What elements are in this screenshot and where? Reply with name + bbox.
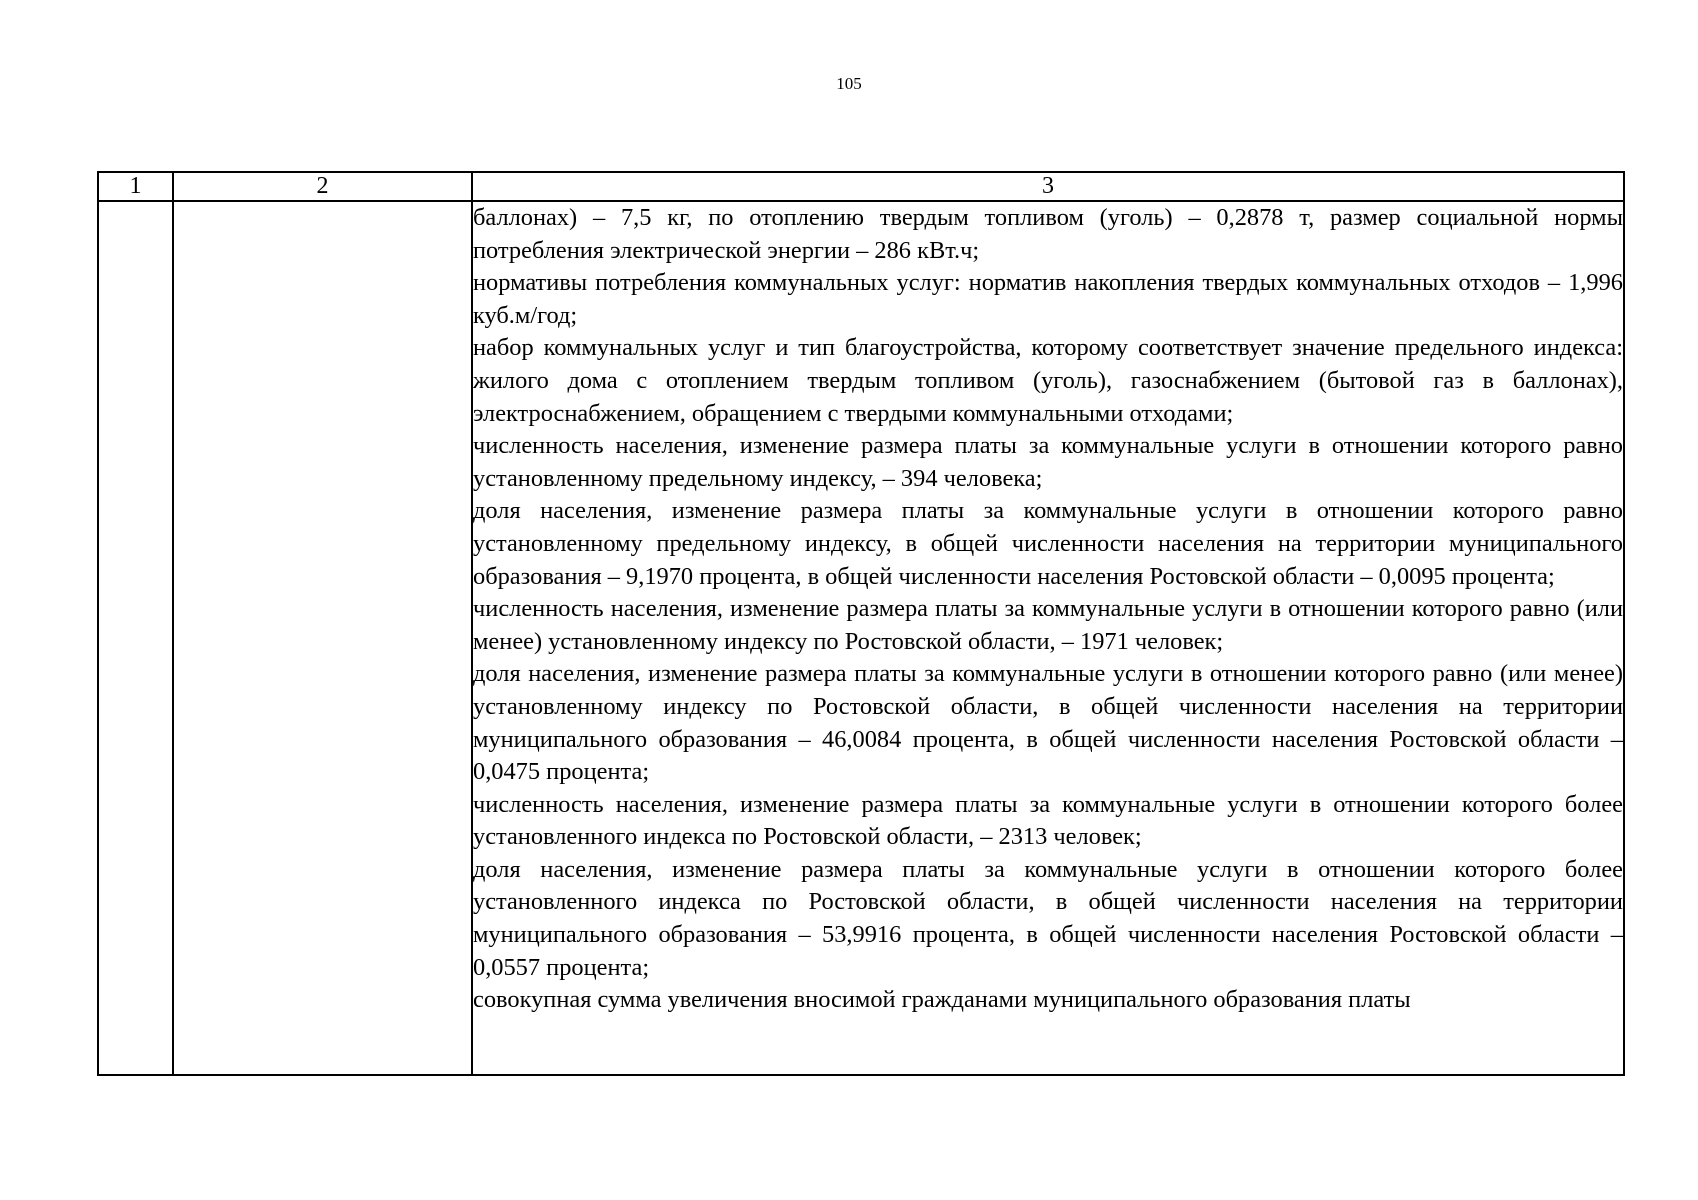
table-row: [98, 201, 1624, 1075]
paragraph-population-equal-or-less: численность населения, изменение размера платы за коммунальные услуги в отношении которого равно (или менее) установленному индексу по Ростовской области, – 1971 человек;: [473, 595, 1623, 655]
cell-column-2: [173, 201, 472, 1075]
column-header-3: 3: [472, 172, 1624, 201]
paragraph-gas-coal-electricity-norms: баллонах) – 7,5 кг, по отоплению твердым топливом (уголь) – 0,2878 т, размер социальной нормы потребления электрической энергии – 286 кВт.ч;: [473, 204, 1623, 264]
paragraph-share-equal-or-less: доля населения, изменение размера платы за коммунальные услуги в отношении которого равно (или менее) установленному индексу по Ростовской области, в общей численности населения на территории муниципального образования – 46,0084 процента, в общей численности населения Ростовской области – 0,0475 процента;: [473, 660, 1623, 786]
page-number: 105: [836, 74, 862, 93]
column-header-1: 1: [98, 172, 173, 201]
cell-column-3: [472, 201, 1624, 1075]
paragraph-population-equal-limit: численность населения, изменение размера платы за коммунальные услуги в отношении которого равно установленному предельному индексу, – 394 человека;: [473, 432, 1623, 492]
cell-column-1: [98, 201, 173, 1075]
paragraph-waste-accumulation-norm: нормативы потребления коммунальных услуг: норматив накопления твердых коммунальных отходов – 1,996 куб.м/год;: [473, 269, 1623, 329]
table-header-row: [98, 172, 1624, 201]
paragraph-share-equal-limit: доля населения, изменение размера платы за коммунальные услуги в отношении которого равно установленному предельному индексу, в общей численности населения на территории муниципального образования – 9,1970 процента, в общей численности населения Ростовской области – 0,0095 процента;: [473, 497, 1623, 590]
paragraph-services-set: набор коммунальных услуг и тип благоустройства, которому соответствует значение предельного индекса: жилого дома с отоплением твердым топливом (уголь), газоснабжением (бытовой газ в баллонах), электроснабжением, обращением с твердыми коммунальными отходами;: [473, 334, 1623, 427]
paragraph-population-more: численность населения, изменение размера платы за коммунальные услуги в отношении которого более установленного индекса по Ростовской области, – 2313 человек;: [473, 790, 1623, 851]
document-table: [97, 171, 1625, 1076]
paragraph-share-more: доля населения, изменение размера платы за коммунальные услуги в отношении которого более установленного индекса по Ростовской области, в общей численности населения на территории муниципального образования – 53,9916 процента, в общей численности населения Ростовской области – 0,0557 процента;: [473, 855, 1623, 981]
paragraph-total-increase: совокупная сумма увеличения вносимой гражданами муниципального образования платы: [473, 986, 1411, 1014]
column-header-2: 2: [173, 172, 472, 201]
